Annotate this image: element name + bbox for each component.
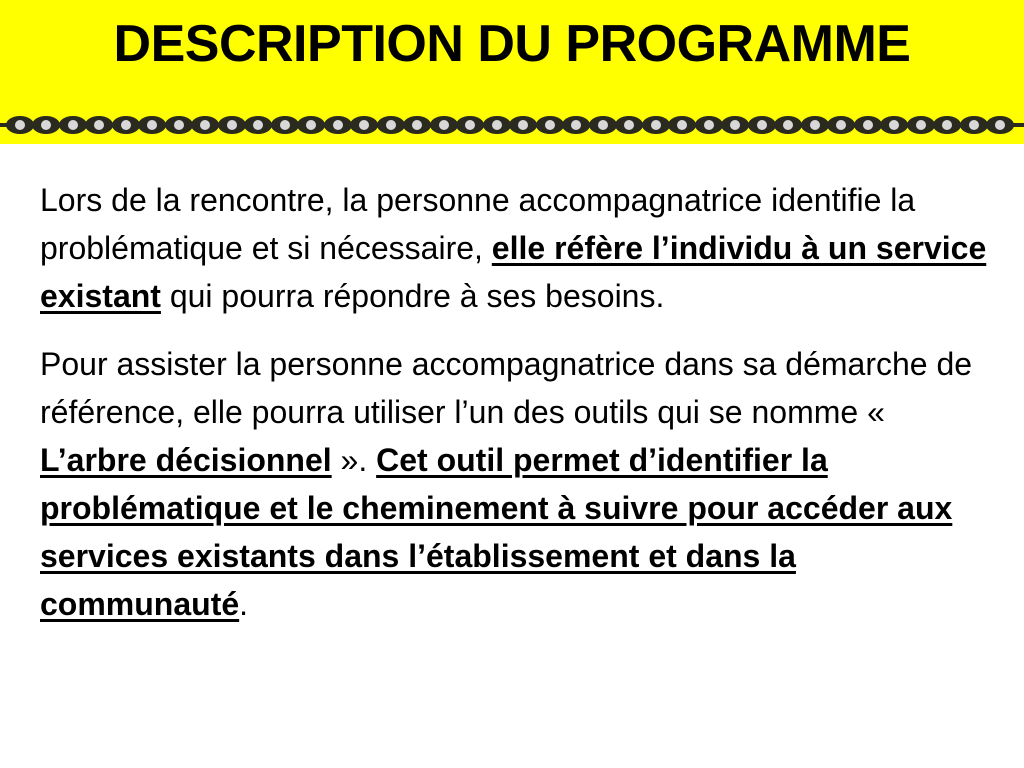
paragraph-1-text-b: qui pourra répondre à ses besoins. xyxy=(160,278,665,314)
chain-bead xyxy=(863,120,873,130)
chain-bead xyxy=(730,120,740,130)
paragraph-2-text-b: ». xyxy=(331,442,377,478)
chain-bead xyxy=(677,120,687,130)
chain-bead xyxy=(465,120,475,130)
chain-bead xyxy=(598,120,608,130)
chain-bead xyxy=(836,120,846,130)
page-title: DESCRIPTION DU PROGRAMME xyxy=(113,15,911,73)
title-banner xyxy=(0,0,1024,144)
chain-bead xyxy=(810,120,820,130)
chain-bead xyxy=(147,120,157,130)
chain-bead xyxy=(333,120,343,130)
chain-bead xyxy=(412,120,422,130)
chain-bead xyxy=(545,120,555,130)
paragraph-1 xyxy=(40,176,990,320)
chain-bead xyxy=(651,120,661,130)
chain-bead xyxy=(942,120,952,130)
paragraph-2-emphasis: Cet outil permet d’identifier la problématique et le cheminement à suivre pour accéder aux services existants dans l’établissement et dans la communauté xyxy=(40,442,953,622)
paragraph-1-emphasis: elle réfère l’individu à un service existant xyxy=(40,230,987,314)
chain-bead xyxy=(757,120,767,130)
chain-bead xyxy=(386,120,396,130)
chain-bead xyxy=(518,120,528,130)
chain-bead xyxy=(41,120,51,130)
chain-bead xyxy=(121,120,131,130)
paragraph-2-text-a: Pour assister la personne accompagnatrice dans sa démarche de référence, elle pourra utiliser l’un des outils qui se nomme « xyxy=(40,346,973,430)
chain-bead xyxy=(253,120,263,130)
chain-bead xyxy=(227,120,237,130)
paragraph-2 xyxy=(40,340,990,628)
chain-bead xyxy=(15,120,25,130)
chain-bead xyxy=(200,120,210,130)
tool-name: L’arbre décisionnel xyxy=(40,442,332,478)
chain-divider xyxy=(0,104,1024,144)
chain-bead xyxy=(969,120,979,130)
chain-bead xyxy=(571,120,581,130)
chain-bead xyxy=(359,120,369,130)
chain-bead xyxy=(306,120,316,130)
chain-bead xyxy=(68,120,78,130)
paragraph-2-text-c: . xyxy=(239,586,249,622)
chain-bead xyxy=(94,120,104,130)
chain-bead xyxy=(439,120,449,130)
chain-bead xyxy=(624,120,634,130)
paragraph-1-text-a: Lors de la rencontre, la personne accompagnatrice identifie la problématique et si nécessaire, xyxy=(40,182,916,266)
main-content xyxy=(40,176,990,628)
chain-bead xyxy=(174,120,184,130)
chain-bead xyxy=(704,120,714,130)
chain-bead xyxy=(492,120,502,130)
chain-bead xyxy=(916,120,926,130)
chain-bead xyxy=(280,120,290,130)
chain-bead xyxy=(783,120,793,130)
chain-bead xyxy=(889,120,899,130)
chain-bead xyxy=(995,120,1005,130)
